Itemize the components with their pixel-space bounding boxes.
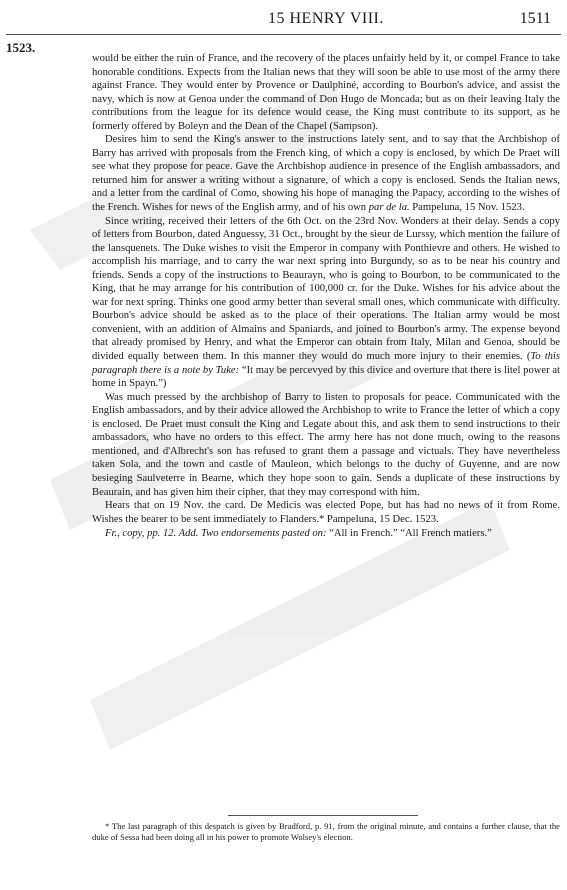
footnote: * The last paragraph of this despatch is given by Bradford, p. 91, from the original minute, and contains a further clause, that the duke of Sessa had been doing all in his power to promote Wolsey's election. [92, 821, 560, 842]
paragraph-4: Was much pressed by the archbishop of Barry to listen to proposals for peace. Communicated with the English ambassadors, and by their advice allowed the Archbishop to write to France the letter of which a copy is enclosed. De Praet must consult the King and Legate about this, and ask them to send instructions to their ambassadors, who have no orders to this effect. The army here has not done much, owing to the reasons mentioned, and d'Albrecht's son has refused to grant them a passage and victuals. They have nevertheless taken Sola, and the town and castle of Mauleon, which belongs to the duchy of Guyenne, and are now besieging Saulveterre in Bearne, which they hope soon to gain. Sends a duplicate of these instructions by Beaurain, and has given him their cipher, that they may correspond with him. [92, 391, 560, 498]
calendar-entry-text [92, 52, 560, 541]
running-title: 15 HENRY VIII. [268, 10, 384, 27]
header-rule [6, 34, 561, 35]
paragraph-3 [92, 215, 560, 391]
paragraph-1: would be either the ruin of France, and the recovery of the places unfairly held by it, or compel France to take honorable conditions. Expects from the Italian news that they will soon be able to use most of the army there against France. They would enter by Provence or Daulphiné, according to Bourbon's advice, and assist the navy, which is now at Genoa under the command of Don Hugo de Moncada; but as on their leaving Italy the contributions from the league for its defence would cease, the King must contribute to its support, as he formerly offered by Boleyn and the Dean of the Chapel (Sampson). [92, 53, 560, 132]
paragraph-2 [92, 133, 560, 214]
page-header [40, 10, 551, 32]
paragraph-3-note: To this paragraph there is a note by Tuke: [92, 351, 561, 376]
paragraph-3-main: Since writing, received their letters of the 6th Oct. on the 23rd Nov. Wonders at their delay. Sends a copy of letters from Bourbon, dated Anguessy, 31 Oct., brought by the sieur de Lurssy, which mention the failure of the lansquenets. The Duke wishes to visit the Emperor in company with Ponthievre and others. He wished to accomplish his marriage, and to carry the war next spring into Burgundy, so as to be near his country and friends. Sends a copy of the instructions to Beaurayn, who is going to Bourbon, to be communicated to the King, that he may arrange for his contribution of 100,000 cr. for the Duke. Wishes for his advice about the war for next spring. Thinks one good army better than several small ones, which communicate with difficulty. Bourbon's advice should be asked as to the place of their operations. The Italian army would be most convenient, with an addition of Almains and Spaniards, and joined to Bourbon's army. The expense beyond that already promised by Henry, and what the Emperor can obtain from Italy, Milan and Genoa, should be divided equally between them. In this manner they would do much more injury to their enemies. ( [92, 215, 560, 363]
page-number: 1511 [519, 10, 551, 27]
paragraph-2-date: Pampeluna, 15 Nov. 1523. [409, 202, 525, 214]
paragraph-3-quote: “It may be percevyed by this divice and overture that there is litel power at home in Spayn.”) [92, 364, 560, 390]
footnote-rule [228, 815, 418, 816]
endorsement-italic: Fr., copy, pp. 12. Add. Two endorsements pasted on: [105, 528, 327, 540]
paragraph-2-main: Desires him to send the King's answer to the instructions lately sent, and to say that the Archbishop of Barry has arrived with proposals from the French king, of which a copy is enclosed, by which De Praet will see what they propose for peace. Gave the Archbishop audience in presence of the English ambassadors, and returned him for answer a writing without a signature, of which a copy is enclosed. Sends the Italian news, and a letter from the cardinal of Como, showing his hope of managing the Papacy, according to the wishes of the French. Wishes for news of the English army, and of his own [92, 134, 560, 214]
endorsement-quote: “All in French.” “All French matiers.” [326, 528, 492, 540]
paragraph-5: Hears that on 19 Nov. the card. De Medicis was elected Pope, but has had no news of it from Rome. Wishes the bearer to be sent immediately to Flanders.* Pampeluna, 15 Dec. 1523. [92, 500, 560, 525]
paragraph-2-italic: par de la. [368, 202, 410, 214]
margin-year: 1523. [6, 40, 36, 55]
endorsement-note [92, 527, 560, 541]
